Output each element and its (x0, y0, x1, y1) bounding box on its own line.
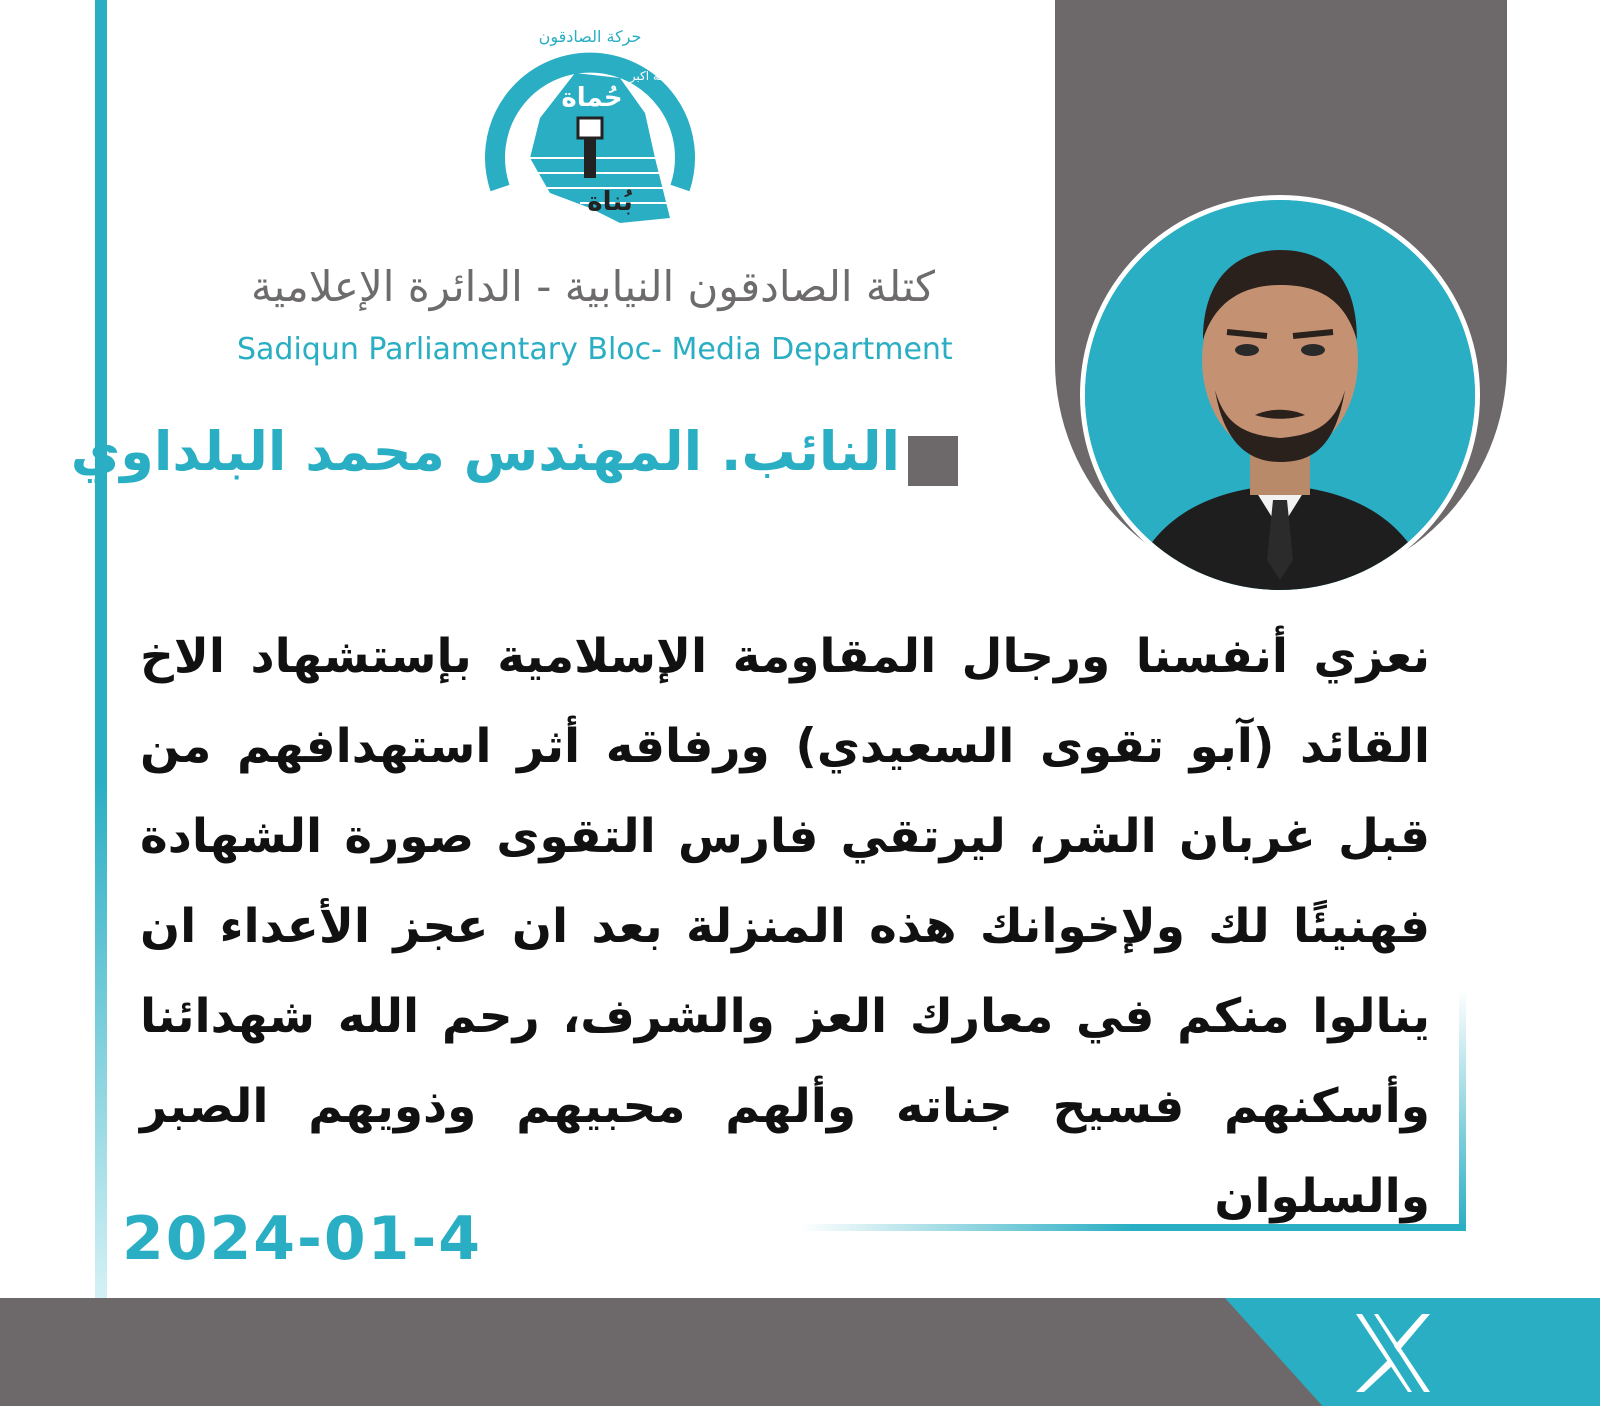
post-date: 2024-01-4 (122, 1204, 483, 1274)
statement-text: نعزي أنفسنا ورجال المقاومة الإسلامية بإستشهاد الاخ القائد (آبو تقوى السعيدي) ورفاقه أثر استهدافهم من قبل غربان الشر، ليرتقي فارس التقوى صورة الشهادة فهنيئًا لك ولإخوانك هذه المنزلة بعد ان عجز الأعداء ان ينالوا منكم في معارك العز والشرف، رحم الله شهدائنا وأسكنهم فسيح جناته وألهم محبيهم وذويهم الصبر والسلوان (140, 629, 1430, 1224)
bloc-name-arabic: كتلة الصادقون النيابية - الدائرة الإعلامية (251, 262, 935, 311)
logo-word-top: حُماة (561, 83, 623, 113)
logo-word-bottom: بُناة (587, 187, 633, 217)
title-square-marker (908, 436, 958, 486)
logo-ring-text: الله اكبر (629, 69, 671, 83)
bloc-name-english: Sadiqun Parliamentary Bloc- Media Department (237, 332, 953, 367)
text-frame-vertical (1459, 990, 1466, 1230)
portrait-illustration (1085, 200, 1475, 590)
left-accent-bar (95, 0, 107, 1300)
portrait-photo (1080, 195, 1480, 595)
speaker-title: النائب. المهندس محمد البلداوي (70, 420, 900, 483)
sadiqun-logo (470, 18, 710, 258)
x-logo-icon[interactable] (1350, 1310, 1436, 1396)
logo-top-text: حركة الصادقون (538, 27, 642, 46)
